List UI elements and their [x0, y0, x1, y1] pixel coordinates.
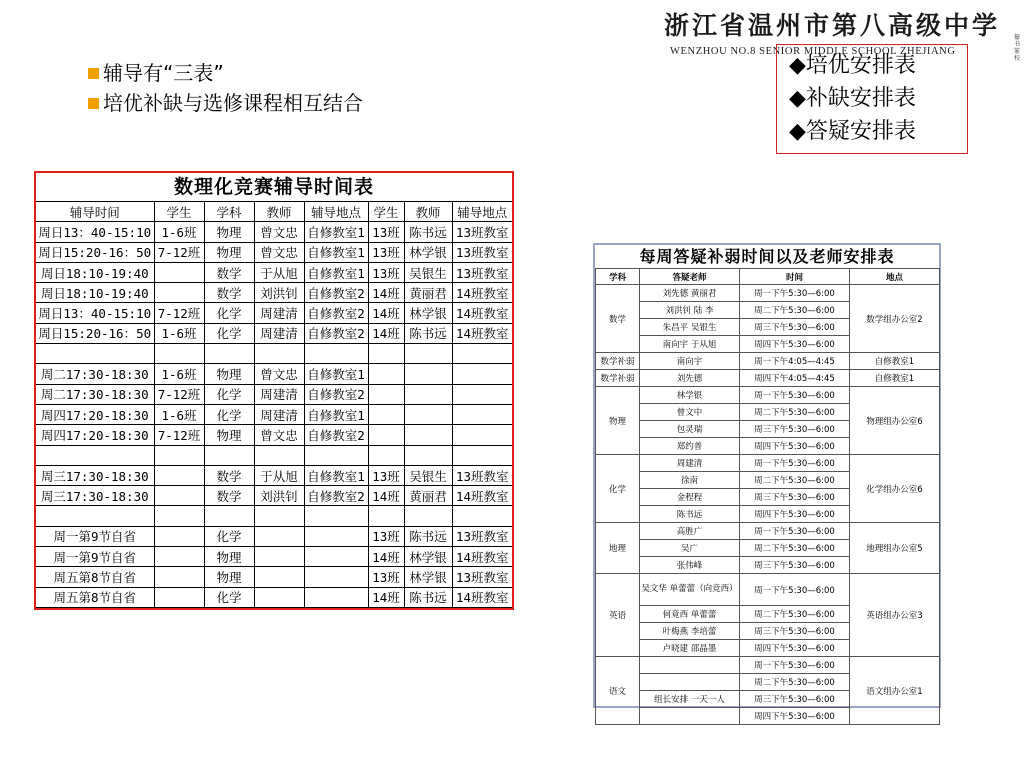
table-cell: [404, 344, 452, 364]
table-cell: 7-12班: [154, 425, 204, 445]
table-cell: [304, 587, 368, 607]
qa-table: [593, 243, 941, 722]
table-cell: 自修教室2: [304, 323, 368, 343]
table-cell: [154, 262, 204, 282]
table-cell: 自修教室1: [304, 364, 368, 384]
teacher-cell: 刘先德: [640, 370, 740, 387]
table-cell: 14班: [368, 587, 404, 607]
table-cell: 自修教室1: [304, 465, 368, 485]
teacher-cell: 刘先德 黄丽君: [640, 285, 740, 302]
table-cell: [452, 425, 512, 445]
table-cell: 物理: [204, 364, 254, 384]
table-cell: 自修教室1: [304, 262, 368, 282]
table-cell: [304, 567, 368, 587]
column-header: 教师: [254, 202, 304, 222]
table-cell: 化学: [204, 323, 254, 343]
column-header: 辅导地点: [452, 202, 512, 222]
table-cell: [368, 506, 404, 526]
place-cell: 英语组办公室3: [850, 574, 940, 657]
competition-table: [34, 171, 514, 610]
table-cell: 刘洪钊: [254, 283, 304, 303]
time-cell: 周一下午5:30—6:00: [740, 574, 850, 606]
table-row: [36, 323, 512, 343]
teacher-cell: 陈书远: [640, 506, 740, 523]
time-cell: 周二下午5:30—6:00: [740, 674, 850, 691]
table-cell: 14班教室: [452, 303, 512, 323]
table-cell: 数学: [204, 283, 254, 303]
table-cell: [304, 526, 368, 546]
table-row: [36, 465, 512, 485]
qa-table-title: 每周答疑补弱时间以及老师安排表: [639, 247, 895, 266]
table-cell: 自修教室2: [304, 303, 368, 323]
table-cell: 周五第8节自省: [36, 567, 154, 587]
table-row: [36, 344, 512, 364]
subject-cell: 数学补弱: [596, 353, 640, 370]
place-cell: 地理组办公室5: [850, 523, 940, 574]
place-cell: 物理组办公室6: [850, 387, 940, 455]
subject-cell: 语文: [596, 657, 640, 725]
table-cell: 物理: [204, 242, 254, 262]
teacher-cell: 徐南: [640, 472, 740, 489]
teacher-cell: 吴文华 单蕾蕾（向竞西）: [640, 574, 740, 606]
table-cell: [204, 445, 254, 465]
time-cell: 周四下午5:30—6:00: [740, 708, 850, 725]
table-cell: [452, 344, 512, 364]
time-cell: 周一下午5:30—6:00: [740, 455, 850, 472]
table-row: [596, 523, 940, 540]
teacher-cell: [640, 708, 740, 725]
table-row: [596, 574, 940, 606]
table-cell: 周五第8节自省: [36, 587, 154, 607]
column-header: 辅导时间: [36, 202, 154, 222]
table-row: [596, 387, 940, 404]
time-cell: 周二下午5:30—6:00: [740, 540, 850, 557]
table-row: [596, 353, 940, 370]
table-cell: [404, 384, 452, 404]
table-cell: 14班教室: [452, 587, 512, 607]
time-cell: 周四下午5:30—6:00: [740, 506, 850, 523]
time-cell: 周二下午5:30—6:00: [740, 302, 850, 319]
time-cell: 周三下午5:30—6:00: [740, 421, 850, 438]
table-cell: [452, 445, 512, 465]
table-row: [36, 425, 512, 445]
time-cell: 周一下午4:05—4:45: [740, 353, 850, 370]
table-cell: [154, 506, 204, 526]
table-cell: 14班: [368, 547, 404, 567]
place-cell: 语文组办公室1: [850, 657, 940, 725]
table-cell: 化学: [204, 384, 254, 404]
table-row: [36, 283, 512, 303]
time-cell: 周二下午5:30—6:00: [740, 472, 850, 489]
table-cell: [452, 404, 512, 424]
schedule-list-item: ◆补缺安排表: [789, 86, 916, 111]
table-cell: 14班教室: [452, 486, 512, 506]
table-cell: [154, 526, 204, 546]
subject-cell: 数学: [596, 285, 640, 353]
time-cell: 周三下午5:30—6:00: [740, 489, 850, 506]
table-cell: 13班教室: [452, 465, 512, 485]
teacher-cell: 朱昌平 吴银生: [640, 319, 740, 336]
table-cell: [36, 344, 154, 364]
table-cell: 自修教室1: [304, 404, 368, 424]
table-cell: [404, 364, 452, 384]
place-cell: 自修教室1: [850, 370, 940, 387]
table-cell: [154, 587, 204, 607]
table-cell: 14班: [368, 486, 404, 506]
table-cell: 周三17:30-18:30: [36, 486, 154, 506]
table-cell: 周四17:20-18:30: [36, 404, 154, 424]
table-row: [596, 285, 940, 302]
table-row: [36, 222, 512, 242]
time-cell: 周二下午5:30—6:00: [740, 404, 850, 421]
table-cell: [254, 526, 304, 546]
school-seal: 籀书篆校: [1013, 34, 1020, 62]
table-cell: [254, 445, 304, 465]
table-cell: 14班教室: [452, 283, 512, 303]
table-cell: 黄丽君: [404, 486, 452, 506]
table-cell: [154, 567, 204, 587]
table-cell: 7-12班: [154, 303, 204, 323]
time-cell: 周三下午5:30—6:00: [740, 623, 850, 640]
table-cell: [204, 506, 254, 526]
table-cell: 自修教室2: [304, 283, 368, 303]
table-cell: [254, 567, 304, 587]
table-cell: [452, 364, 512, 384]
table-cell: [254, 506, 304, 526]
table-row: [36, 587, 512, 607]
subject-cell: 物理: [596, 387, 640, 455]
table-cell: 自修教室1: [304, 222, 368, 242]
bullet-item: [88, 88, 363, 118]
bullet-text: 辅导有“三表”: [103, 61, 224, 85]
table-cell: 自修教室1: [304, 242, 368, 262]
table-cell: 13班: [368, 242, 404, 262]
table-cell: [368, 344, 404, 364]
table-cell: [36, 506, 154, 526]
table-cell: 物理: [204, 425, 254, 445]
time-cell: 周二下午5:30—6:00: [740, 606, 850, 623]
table-row: [596, 370, 940, 387]
table-cell: 13班: [368, 262, 404, 282]
table-cell: [452, 384, 512, 404]
table-cell: 自修教室2: [304, 384, 368, 404]
table-cell: [404, 404, 452, 424]
table-cell: 于从旭: [254, 465, 304, 485]
table-cell: 周日13：40-15:10: [36, 303, 154, 323]
table-cell: 陈书远: [404, 587, 452, 607]
table-row: [36, 384, 512, 404]
table-cell: [36, 445, 154, 465]
table-cell: [254, 547, 304, 567]
table-cell: 林学银: [404, 303, 452, 323]
table-cell: 周建清: [254, 404, 304, 424]
table-row: [36, 262, 512, 282]
table-cell: 自修教室2: [304, 486, 368, 506]
time-cell: 周一下午5:30—6:00: [740, 523, 850, 540]
table-cell: 13班: [368, 526, 404, 546]
table-cell: 林学银: [404, 547, 452, 567]
table-row: [36, 547, 512, 567]
table-cell: [368, 364, 404, 384]
table-row: [596, 657, 940, 674]
column-header: 时间: [740, 269, 850, 285]
square-bullet-icon: [88, 98, 99, 109]
place-cell: 自修教室1: [850, 353, 940, 370]
table-row: [36, 445, 512, 465]
table-row: [36, 242, 512, 262]
table-cell: [254, 587, 304, 607]
table-cell: [368, 425, 404, 445]
time-cell: 周四下午5:30—6:00: [740, 640, 850, 657]
column-header: 答疑老师: [640, 269, 740, 285]
table-cell: 曾文忠: [254, 425, 304, 445]
column-header: 学科: [204, 202, 254, 222]
table-cell: 13班: [368, 465, 404, 485]
teacher-cell: 林学银: [640, 387, 740, 404]
table-cell: 周日18:10-19:40: [36, 262, 154, 282]
table-cell: 7-12班: [154, 384, 204, 404]
table-cell: 周建清: [254, 323, 304, 343]
table-cell: [304, 547, 368, 567]
column-header: 学生: [368, 202, 404, 222]
table-cell: 周一第9节自省: [36, 526, 154, 546]
table-cell: 13班教室: [452, 242, 512, 262]
column-header: 教师: [404, 202, 452, 222]
table-cell: 13班教室: [452, 222, 512, 242]
teacher-cell: 周建清: [640, 455, 740, 472]
time-cell: 周三下午5:30—6:00: [740, 691, 850, 708]
table-cell: 14班: [368, 303, 404, 323]
table-cell: 周一第9节自省: [36, 547, 154, 567]
table-cell: 周三17:30-18:30: [36, 465, 154, 485]
schedule-list-item: ◆培优安排表: [789, 53, 916, 78]
subject-cell: 数学补弱: [596, 370, 640, 387]
teacher-cell: 高胜广: [640, 523, 740, 540]
table-row: [596, 455, 940, 472]
table-cell: 1-6班: [154, 323, 204, 343]
table-cell: 化学: [204, 587, 254, 607]
table-cell: 周日15:20-16：50: [36, 242, 154, 262]
table-cell: [452, 506, 512, 526]
table-cell: [154, 486, 204, 506]
time-cell: 周四下午5:30—6:00: [740, 336, 850, 353]
table-header-row: [36, 202, 512, 222]
table-cell: 曾文忠: [254, 222, 304, 242]
place-cell: 化学组办公室6: [850, 455, 940, 523]
table-cell: 数学: [204, 486, 254, 506]
table-cell: 14班教室: [452, 547, 512, 567]
table-cell: 物理: [204, 222, 254, 242]
table-cell: 13班教室: [452, 567, 512, 587]
table-cell: 13班: [368, 567, 404, 587]
table-cell: 13班: [368, 222, 404, 242]
column-header: 辅导地点: [304, 202, 368, 222]
teacher-cell: 张伟峰: [640, 557, 740, 574]
table-cell: [404, 445, 452, 465]
table-cell: [154, 283, 204, 303]
teacher-cell: 包灵瑞: [640, 421, 740, 438]
table-cell: 14班教室: [452, 323, 512, 343]
bullet-text: 培优补缺与选修课程相互结合: [103, 91, 363, 115]
schedule-list-box: [776, 44, 968, 154]
teacher-cell: 郑约普: [640, 438, 740, 455]
table-cell: 14班: [368, 283, 404, 303]
table-cell: 自修教室2: [304, 425, 368, 445]
table-cell: [254, 344, 304, 364]
table-cell: [154, 445, 204, 465]
table-cell: 林学银: [404, 242, 452, 262]
school-name-cn: 浙江省温州市第八高级中学: [664, 11, 1001, 40]
bullet-list: [88, 58, 363, 118]
column-header: 学生: [154, 202, 204, 222]
table-cell: 周日13：40-15:10: [36, 222, 154, 242]
table-cell: 14班: [368, 323, 404, 343]
table-cell: [368, 404, 404, 424]
table-cell: 刘洪钊: [254, 486, 304, 506]
teacher-cell: 金程程: [640, 489, 740, 506]
table-row: [36, 404, 512, 424]
table-cell: 陈书远: [404, 323, 452, 343]
table-cell: 林学银: [404, 567, 452, 587]
table-cell: 7-12班: [154, 242, 204, 262]
table-cell: 13班教室: [452, 262, 512, 282]
time-cell: 周三下午5:30—6:00: [740, 319, 850, 336]
competition-table-title: 数理化竞赛辅导时间表: [36, 173, 512, 202]
teacher-cell: [640, 657, 740, 674]
table-cell: 化学: [204, 526, 254, 546]
table-cell: 周建清: [254, 384, 304, 404]
teacher-cell: 刘洪钊 陆 李: [640, 302, 740, 319]
table-cell: [154, 465, 204, 485]
teacher-cell: 何竟西 单蕾蕾: [640, 606, 740, 623]
table-cell: 吴银生: [404, 262, 452, 282]
bullet-item: [88, 58, 363, 88]
table-cell: 吴银生: [404, 465, 452, 485]
table-cell: [304, 344, 368, 364]
table-cell: [304, 445, 368, 465]
table-row: [36, 486, 512, 506]
time-cell: 周四下午4:05—4:45: [740, 370, 850, 387]
teacher-cell: [640, 674, 740, 691]
teacher-cell: 吴广: [640, 540, 740, 557]
table-cell: 1-6班: [154, 364, 204, 384]
square-bullet-icon: [88, 68, 99, 79]
time-cell: 周一下午5:30—6:00: [740, 285, 850, 302]
table-cell: 周二17:30-18:30: [36, 364, 154, 384]
table-cell: 1-6班: [154, 222, 204, 242]
table-cell: 曾文忠: [254, 364, 304, 384]
teacher-cell: 曾文中: [640, 404, 740, 421]
table-cell: 化学: [204, 404, 254, 424]
table-cell: [404, 425, 452, 445]
teacher-cell: 南向宇 于从旭: [640, 336, 740, 353]
table-row: [36, 364, 512, 384]
teacher-cell: 南向宇: [640, 353, 740, 370]
table-cell: [154, 547, 204, 567]
time-cell: 周一下午5:30—6:00: [740, 657, 850, 674]
table-row: [36, 303, 512, 323]
schedule-list-item: ◆答疑安排表: [789, 119, 916, 144]
teacher-cell: 卢晓建 邵晶墨: [640, 640, 740, 657]
table-cell: 数学: [204, 262, 254, 282]
table-cell: 曾文忠: [254, 242, 304, 262]
table-cell: [204, 344, 254, 364]
subject-cell: 英语: [596, 574, 640, 657]
time-cell: 周一下午5:30—6:00: [740, 387, 850, 404]
table-cell: 周二17:30-18:30: [36, 384, 154, 404]
teacher-cell: 组长安排 一天一人: [640, 691, 740, 708]
column-header: 学科: [596, 269, 640, 285]
subject-cell: 化学: [596, 455, 640, 523]
table-cell: 周日15:20-16：50: [36, 323, 154, 343]
table-cell: 周日18:10-19:40: [36, 283, 154, 303]
table-cell: 物理: [204, 567, 254, 587]
table-row: [36, 506, 512, 526]
time-cell: 周四下午5:30—6:00: [740, 438, 850, 455]
table-cell: 黄丽君: [404, 283, 452, 303]
subject-cell: 地理: [596, 523, 640, 574]
table-cell: 物理: [204, 547, 254, 567]
table-cell: [304, 506, 368, 526]
table-cell: [154, 344, 204, 364]
table-cell: 陈书远: [404, 222, 452, 242]
table-cell: 于从旭: [254, 262, 304, 282]
table-cell: 13班教室: [452, 526, 512, 546]
table-cell: 周四17:20-18:30: [36, 425, 154, 445]
table-cell: 周建清: [254, 303, 304, 323]
table-header-row: [596, 269, 940, 285]
time-cell: 周三下午5:30—6:00: [740, 557, 850, 574]
table-cell: 化学: [204, 303, 254, 323]
table-cell: 1-6班: [154, 404, 204, 424]
table-cell: 陈书远: [404, 526, 452, 546]
table-cell: 数学: [204, 465, 254, 485]
column-header: 地点: [850, 269, 940, 285]
table-cell: [368, 384, 404, 404]
table-row: [36, 526, 512, 546]
teacher-cell: 叶梅燕 李培蕾: [640, 623, 740, 640]
table-cell: [404, 506, 452, 526]
table-row: [36, 567, 512, 587]
school-name-en: WENZHOU NO.8 SENIOR MIDDLE SCHOOL ZHEJIANG: [670, 46, 956, 57]
table-cell: [368, 445, 404, 465]
place-cell: 数学组办公室2: [850, 285, 940, 353]
